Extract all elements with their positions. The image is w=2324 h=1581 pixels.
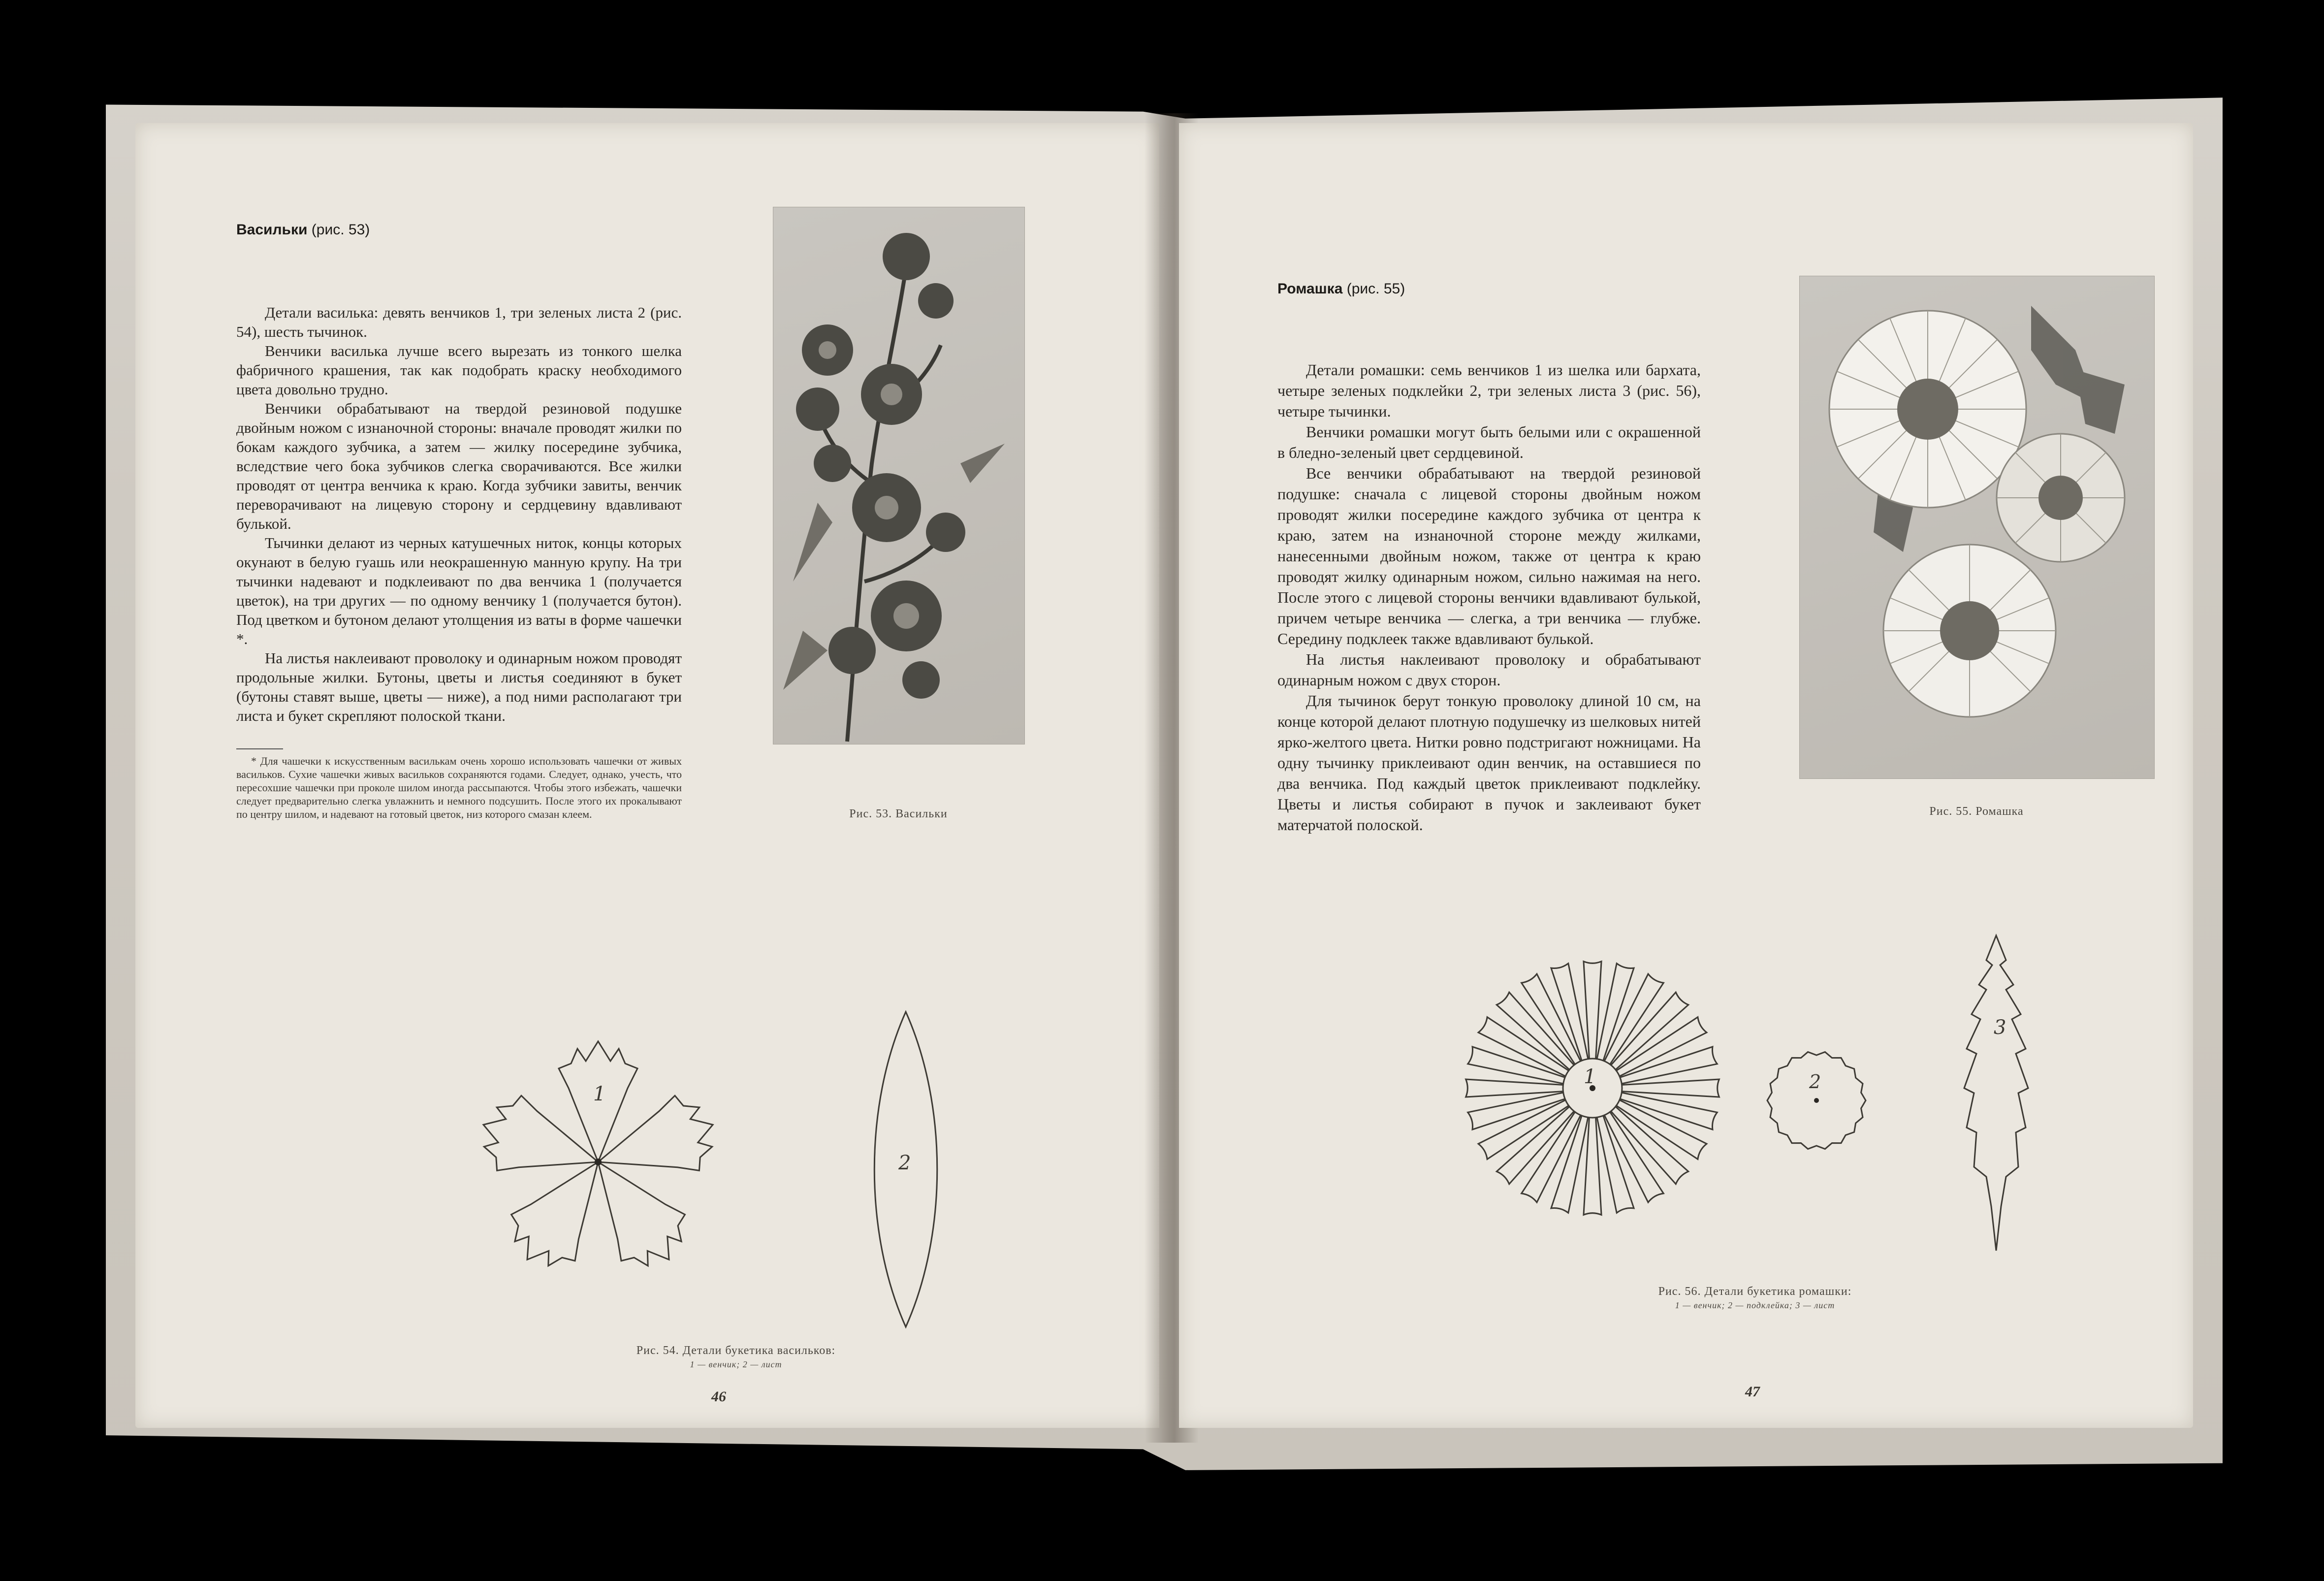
chamomile-illustration bbox=[1800, 276, 2154, 778]
left-footnote bbox=[236, 748, 682, 821]
daisy-petal bbox=[1584, 962, 1601, 1059]
right-page-number: 47 bbox=[1745, 1384, 1760, 1400]
daisy-petal bbox=[1616, 1100, 1707, 1159]
diagram-label: 3 bbox=[1994, 1016, 2006, 1039]
chamomile-photo bbox=[1799, 276, 2155, 779]
diagram-caption-title: Рис. 54. Детали букетика васильков: bbox=[636, 1344, 836, 1357]
footnote-text: * Для чашечки к искусственным василькам очень хорошо использовать чашечки от живых васильков. Сухие чашечки живых васильков сохраняются годами. Следует, однако, учесть, что пересохшие чашечки при проколе шилом иногда рассыпаются. Чтобы этого избежать, чашечки следует предварительно слегка увлажнить и немного подсушить. После этого их прокалывают по центру шилом, и надевают на готовый цветок, низ которого смазан клеем. bbox=[236, 755, 682, 820]
cornflower-photo bbox=[773, 207, 1025, 744]
right-paragraph: Детали ромашки: семь венчиков 1 из шелка или бархата, четыре зеленых подклейки 2, три зеленых листа 3 (рис. 56), четыре тычинки. bbox=[1277, 361, 1701, 420]
right-paragraph: На листья наклеивают проволоку и обрабатывают одинарным ножом с двух сторон. bbox=[1277, 650, 1701, 689]
left-diagram-caption bbox=[490, 1344, 982, 1370]
daisy-petal bbox=[1522, 974, 1581, 1065]
chamomile-corolla-diagram bbox=[1455, 950, 1730, 1226]
cornflower-corolla-diagram bbox=[450, 1009, 746, 1315]
diagram-label: 1 bbox=[593, 1083, 606, 1105]
left-page-number: 46 bbox=[711, 1388, 726, 1405]
cornflower-leaf-diagram bbox=[857, 1007, 955, 1332]
left-heading bbox=[236, 222, 370, 238]
right-heading-ref: (рис. 55) bbox=[1346, 281, 1405, 297]
daisy-petal bbox=[1622, 1079, 1719, 1097]
diagram-label: 2 bbox=[1809, 1071, 1821, 1093]
right-body-text bbox=[1277, 359, 1701, 835]
right-paragraph: Венчики ромашки могут быть белыми или с окрашенной в бледно-зеленый цвет сердцевиной. bbox=[1277, 423, 1701, 461]
left-page bbox=[135, 123, 1159, 1428]
right-diagram-caption bbox=[1533, 1285, 1976, 1311]
daisy-petal bbox=[1604, 974, 1663, 1065]
right-heading-title: Ромашка bbox=[1277, 281, 1343, 297]
daisy-petal bbox=[1478, 1017, 1569, 1076]
left-paragraph: На листья наклеивают проволоку и одинарным ножом проводят продольные жилки. Бутоны, цветы и листья соединяют в букет (бутоны ставят выше, цветы — ниже), а под ними располагают три листа и букет скрепляют полоской ткани. bbox=[236, 649, 682, 724]
left-paragraph: Венчики обрабатывают на твердой резиновой подушке двойным ножом с изнаночной стороны: вначале проводят жилки по бокам каждого зубчика, а затем — жилку посередине зубчика, вследствие чего бока зубчиков слегка сворачиваются. Все жилки проводят от центра венчика к краю. Когда зубчики завиты, венчик переворачивают на лицевую сторону и сердцевину вдавливают булькой. bbox=[236, 400, 682, 532]
left-body-text bbox=[236, 303, 682, 725]
daisy-petal bbox=[1584, 1118, 1601, 1215]
left-heading-ref: (рис. 53) bbox=[311, 222, 370, 238]
diagram-caption-title: Рис. 56. Детали букетика ромашки: bbox=[1658, 1285, 1852, 1298]
diagram-center-dot bbox=[595, 1159, 602, 1165]
right-photo-caption: Рис. 55. Ромашка bbox=[1929, 805, 2024, 818]
right-paragraph: Все венчики обрабатывают на твердой резиновой подушке: сначала с лицевой стороны двойным ножом проводят жилки посередине каждого зубчика от центра к краю, затем на изнаночной стороне между жилками, нанесенными двойным ножом, также от центра к краю проводят жилку одинарным ножом, сильно нажимая на него. После этого с лицевой стороны венчики вдавливают булькой, причем четыре венчика — слегка, а три венчика — глубже. Середину подклеек также вдавливают булькой. bbox=[1277, 464, 1701, 647]
chamomile-backing-diagram bbox=[1760, 1039, 1873, 1152]
daisy-petal bbox=[1466, 1079, 1563, 1097]
footnote-rule bbox=[236, 748, 283, 749]
left-heading-title: Васильки bbox=[236, 222, 308, 238]
daisy-petal bbox=[1522, 1112, 1581, 1202]
left-paragraph: Детали василька: девять венчиков 1, три зеленых листа 2 (рис. 54), шесть тычинок. bbox=[236, 304, 682, 340]
left-paragraph: Венчики василька лучше всего вырезать из тонкого шелка фабричного крашения, так как подобрать краску необходимого цвета довольно трудно. bbox=[236, 342, 682, 398]
book-spread bbox=[106, 84, 2223, 1477]
diagram-caption-legend: 1 — венчик; 2 — лист bbox=[690, 1359, 782, 1369]
diagram-label: 1 bbox=[1584, 1065, 1596, 1088]
chamomile-leaf-diagram bbox=[1937, 931, 2055, 1256]
daisy-petal bbox=[1616, 1017, 1707, 1076]
left-photo-caption: Рис. 53. Васильки bbox=[849, 807, 948, 820]
right-heading bbox=[1277, 281, 1405, 297]
daisy-petal bbox=[1604, 1112, 1663, 1202]
diagram-label: 2 bbox=[898, 1152, 911, 1174]
right-paragraph: Для тычинок берут тонкую проволоку длиной 10 см, на конце которой делают плотную подушечку из шелковых нитей ярко-желтого цвета. Нитки ровно подстригают ножницами. На одну тычинку приклеивают один венчик, на оставшиеся по два венчика. Под каждый цветок приклеивают подклейку. Цветы и листья собирают в пучок и заклеивают букет матерчатой полоской. bbox=[1277, 692, 1701, 834]
right-page bbox=[1179, 123, 2193, 1428]
diagram-center-dot bbox=[1814, 1098, 1819, 1103]
daisy-petal bbox=[1478, 1100, 1569, 1159]
left-paragraph: Тычинки делают из черных катушечных ниток, концы которых окунают в белую гуашь или неокрашенную манную крупу. На три тычинки надевают и подклеивают по два венчика 1 (получается цветок), на три других — по одному венчику 1 (получается бутон). Под цветком и бутоном делают утолщения из ваты в форме чашечки *. bbox=[236, 534, 682, 647]
cornflower-illustration bbox=[773, 207, 1024, 744]
diagram-caption-legend: 1 — венчик; 2 — подклейка; 3 — лист bbox=[1675, 1300, 1835, 1310]
